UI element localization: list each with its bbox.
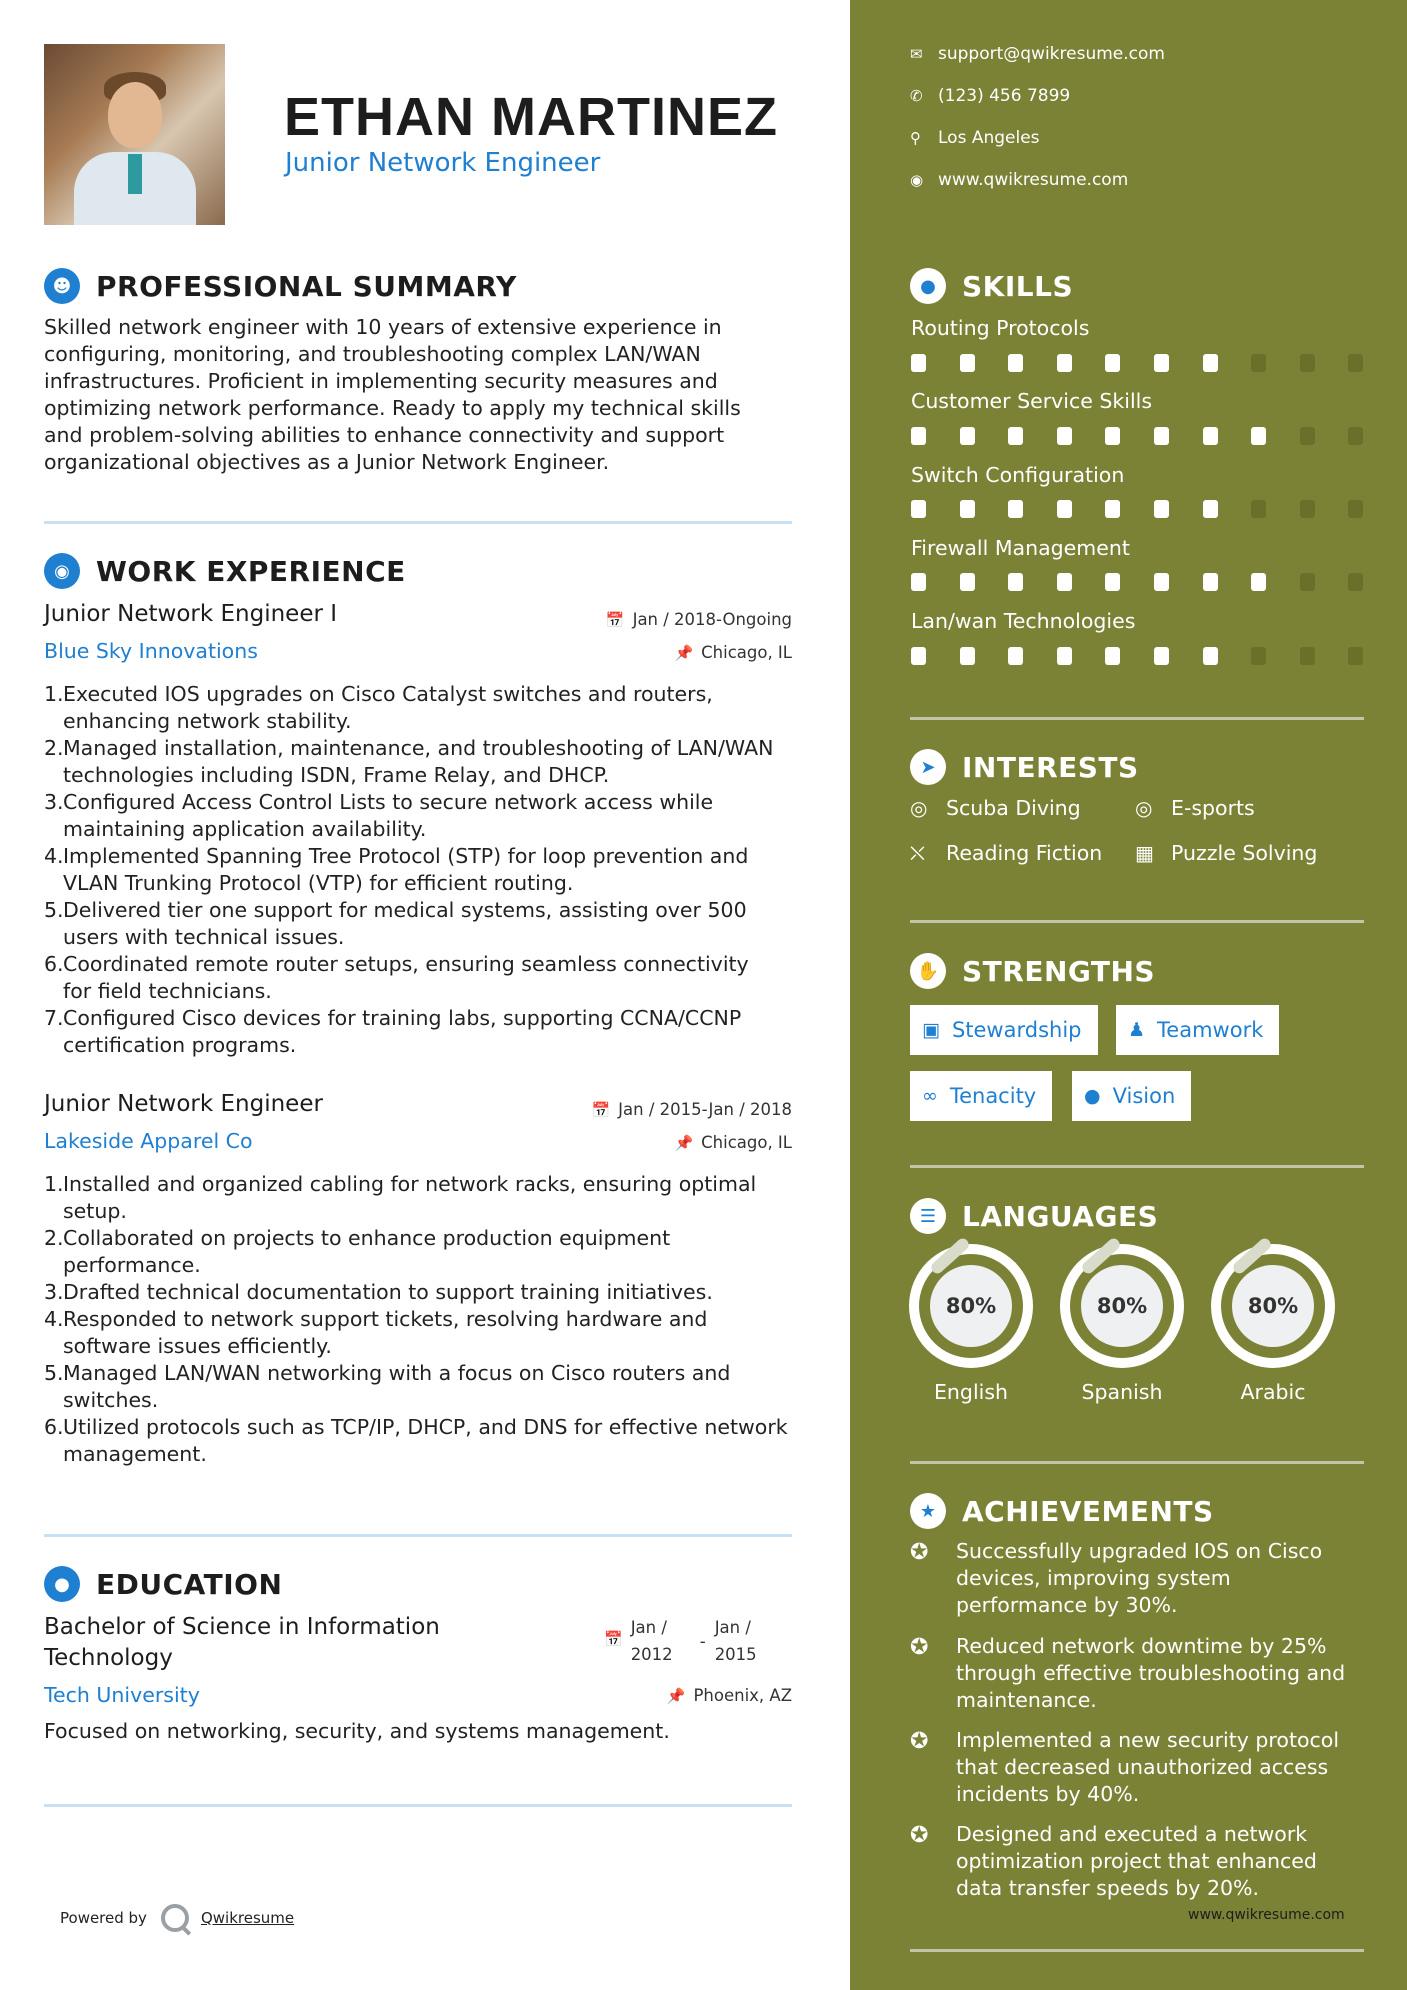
list-item: 4. Responded to network support tickets, resolving hardware and <box>44 1307 708 1331</box>
phone-icon: ✆ <box>910 87 923 105</box>
list-item: certification programs. <box>63 1033 297 1057</box>
skill-dot-filled <box>911 427 926 445</box>
list-item: 5. Managed LAN/WAN networking with a focus on Cisco routers and <box>44 1361 731 1385</box>
skill-name: Firewall Management <box>911 536 1130 560</box>
section-divider <box>910 1165 1364 1168</box>
calendar-icon: 📅 <box>604 1630 623 1648</box>
list-item: users with technical issues. <box>63 925 345 949</box>
skill-name: Routing Protocols <box>911 316 1090 340</box>
list-item: 2. Managed installation, maintenance, and troubleshooting of LAN/WAN <box>44 736 774 760</box>
skill-dot-filled <box>1008 427 1023 445</box>
skill-dot-filled <box>1008 500 1023 518</box>
skill-dot-filled <box>960 354 975 372</box>
skill-dot-filled <box>1154 573 1169 591</box>
degree-line: Technology <box>44 1645 173 1671</box>
shooting-star-icon: ✪ <box>910 1540 929 1565</box>
skill-rating <box>911 500 1397 518</box>
list-item: setup. <box>63 1199 127 1223</box>
job-title: Junior Network Engineer <box>44 1091 323 1117</box>
job-location <box>674 1133 792 1152</box>
list-item: 3. Configured Access Control Lists to secure network access while <box>44 790 714 814</box>
skill-dot-filled <box>960 573 975 591</box>
language-item <box>1211 1244 1335 1404</box>
interest-item: ▦ Puzzle Solving <box>1135 841 1318 865</box>
languages-title: LANGUAGES <box>962 1199 1159 1233</box>
education-dates <box>604 1614 775 1668</box>
powered-by <box>60 1904 294 1932</box>
section-divider <box>910 920 1364 923</box>
graduation-icon: ● <box>44 1566 80 1602</box>
language-ring <box>1060 1244 1184 1368</box>
envelope-icon: ✉ <box>910 45 923 63</box>
summary-line: configuring, monitoring, and troubleshooting complex LAN/WAN <box>44 342 701 366</box>
user-icon: ☻ <box>44 268 80 304</box>
summary-line: and problem-solving abilities to enhance connectivity and support <box>44 423 725 447</box>
pin-icon: 📌 <box>674 643 694 662</box>
language-percent: 80% <box>930 1265 1012 1347</box>
skills-title: SKILLS <box>962 269 1074 303</box>
summary-heading <box>44 268 517 304</box>
skill-dot-filled <box>911 500 926 518</box>
list-item: 2. Collaborated on projects to enhance production equipment <box>44 1226 671 1250</box>
skill-dot-filled <box>1154 500 1169 518</box>
job-location-text: Chicago, IL <box>701 643 792 662</box>
summary-text <box>44 314 794 476</box>
achievements-title: ACHIEVEMENTS <box>962 1494 1214 1528</box>
list-item: 3. Drafted technical documentation to support training initiatives. <box>44 1280 713 1304</box>
skill-dot-empty <box>1251 647 1266 665</box>
lightbulb-icon: ● <box>910 268 946 304</box>
skill-dot-filled <box>1008 573 1023 591</box>
language-percent: 80% <box>1081 1265 1163 1347</box>
paper-plane-icon: ➤ <box>910 749 946 785</box>
interest-item: ⛌ Reading Fiction <box>910 841 1103 865</box>
candidate-role: Junior Network Engineer <box>285 148 601 178</box>
sidebar-footer-url[interactable]: www.qwikresume.com <box>1188 1907 1345 1923</box>
interests-heading <box>910 749 1139 785</box>
section-divider <box>44 1534 792 1537</box>
qwikresume-logo-icon <box>161 1904 189 1932</box>
section-divider <box>44 521 792 524</box>
education-title: EDUCATION <box>96 1567 283 1601</box>
skill-dot-filled <box>911 573 926 591</box>
profile-photo <box>44 44 225 225</box>
skill-rating <box>911 573 1397 591</box>
skill-dot-empty <box>1348 500 1363 518</box>
skill-name: Lan/wan Technologies <box>911 609 1136 633</box>
powered-by-label: Powered by <box>60 1909 147 1927</box>
star-icon: ★ <box>910 1493 946 1529</box>
skill-dot-filled <box>1105 647 1120 665</box>
strength-badge: ● Vision <box>1072 1071 1191 1121</box>
job-dates <box>591 1100 792 1119</box>
lifebuoy-icon: ◎ <box>910 796 928 820</box>
skill-dot-empty <box>1251 500 1266 518</box>
summary-line: Skilled network engineer with 10 years of extensive experience in <box>44 315 722 339</box>
job-dates <box>606 610 792 629</box>
strengths-title: STRENGTHS <box>962 954 1156 988</box>
interest-item: ◎ Scuba Diving <box>910 796 1081 820</box>
summary-line: organizational objectives as a Junior Network Engineer. <box>44 450 610 474</box>
photo-head <box>108 82 162 148</box>
summary-line: infrastructures. Proficient in implementing security measures and <box>44 369 718 393</box>
job-location-text: Chicago, IL <box>701 1133 792 1152</box>
school-name: Tech University <box>44 1683 200 1707</box>
achievements-heading <box>910 1493 1214 1529</box>
skill-dot-filled <box>1203 354 1218 372</box>
skill-dot-filled <box>1057 500 1072 518</box>
skill-rating <box>911 427 1397 445</box>
link-icon: ∞ <box>922 1085 938 1107</box>
education-heading <box>44 1566 282 1602</box>
skill-name: Customer Service Skills <box>911 389 1153 413</box>
briefcase-icon: ▣ <box>922 1019 940 1041</box>
list-item: VLAN Trunking Protocol (VTP) for efficient routing. <box>63 871 574 895</box>
skill-dot-filled <box>1251 427 1266 445</box>
degree-line: Bachelor of Science in Information <box>44 1614 440 1640</box>
skill-dot-empty <box>1251 354 1266 372</box>
job-location <box>674 643 792 662</box>
job-title: Junior Network Engineer I <box>44 601 338 627</box>
qwikresume-link[interactable]: Qwikresume <box>200 1909 295 1927</box>
section-divider <box>44 1804 792 1807</box>
skill-dot-filled <box>1057 427 1072 445</box>
list-item: 7. Configured Cisco devices for training labs, supporting CCNA/CCNP <box>44 1006 742 1030</box>
strength-badge: ♟ Teamwork <box>1116 1005 1279 1055</box>
interest-item: ◎ E-sports <box>1135 796 1255 820</box>
skill-name: Switch Configuration <box>911 463 1125 487</box>
skill-dot-filled <box>960 647 975 665</box>
strengths-heading <box>910 953 1155 989</box>
list-item: switches. <box>63 1388 159 1412</box>
list-item: enhancing network stability. <box>63 709 352 733</box>
gamepad-icon: ⛌ <box>910 841 925 865</box>
skill-dot-filled <box>1057 354 1072 372</box>
job-duties <box>44 681 794 1059</box>
globe-icon: ◉ <box>910 171 924 189</box>
job-company: Lakeside Apparel Co <box>44 1129 253 1153</box>
language-percent: 80% <box>1232 1265 1314 1347</box>
skill-dot-filled <box>911 647 926 665</box>
education-description: Focused on networking, security, and systems management. <box>44 1719 670 1743</box>
skill-rating <box>911 647 1397 665</box>
summary-title: PROFESSIONAL SUMMARY <box>96 269 517 303</box>
skill-dot-filled <box>1154 427 1169 445</box>
list-item: 1. Executed IOS upgrades on Cisco Catalyst switches and routers, <box>44 682 713 706</box>
briefcase-icon: ◉ <box>44 553 80 589</box>
job-company: Blue Sky Innovations <box>44 639 258 663</box>
language-ring <box>1211 1244 1335 1368</box>
degree-title <box>44 1612 504 1674</box>
achievement-item: ✪ Successfully upgraded IOS on Cisco devices, improving system performance by 30%. <box>910 1539 1323 1617</box>
contact-email[interactable]: ✉ support@qwikresume.com <box>910 44 1165 64</box>
skill-dot-filled <box>1057 573 1072 591</box>
fist-icon: ✋ <box>910 953 946 989</box>
skill-dot-filled <box>1057 647 1072 665</box>
languages-heading <box>910 1198 1158 1234</box>
section-divider <box>910 1461 1364 1464</box>
language-name: Arabic <box>1240 1380 1306 1404</box>
skill-dot-filled <box>1105 500 1120 518</box>
lifebuoy-icon: ◎ <box>1135 796 1153 820</box>
skill-dot-empty <box>1300 427 1315 445</box>
photo-tie <box>128 154 142 194</box>
job-dates-text: Jan / 2015-Jan / 2018 <box>618 1100 792 1119</box>
summary-line: optimizing network performance. Ready to apply my technical skills <box>44 396 741 420</box>
contact-location: ⚲ Los Angeles <box>910 128 1040 148</box>
achievement-item: ✪ Reduced network downtime by 25% through effective troubleshooting and maintenance. <box>910 1634 1346 1712</box>
skill-dot-filled <box>1008 647 1023 665</box>
skill-dot-filled <box>1203 647 1218 665</box>
date-separator: - <box>699 1632 706 1651</box>
achievement-item: ✪ Implemented a new security protocol that decreased unauthorized access incidents by 40%. <box>910 1728 1340 1806</box>
section-divider <box>910 717 1364 720</box>
skill-dot-empty <box>1300 573 1315 591</box>
skills-heading <box>910 268 1073 304</box>
skill-dot-empty <box>1300 647 1315 665</box>
list-item: software issues efficiently. <box>63 1334 332 1358</box>
job-duties <box>44 1171 794 1468</box>
skill-dot-filled <box>1251 573 1266 591</box>
language-icon: ☰ <box>910 1198 946 1234</box>
candidate-name: ETHAN MARTINEZ <box>284 87 778 147</box>
map-marker-icon: ⚲ <box>910 129 921 147</box>
language-ring <box>909 1244 1033 1368</box>
language-name: English <box>933 1380 1009 1404</box>
sidebar <box>850 0 1407 1990</box>
skill-dot-filled <box>1105 427 1120 445</box>
skill-rating <box>911 354 1397 372</box>
contact-website[interactable]: ◉ www.qwikresume.com <box>910 170 1129 190</box>
list-item: management. <box>63 1442 207 1466</box>
skill-dot-empty <box>1348 354 1363 372</box>
language-item <box>909 1244 1033 1404</box>
pin-icon: 📌 <box>666 1686 686 1705</box>
pin-icon: 📌 <box>674 1133 694 1152</box>
interests-title: INTERESTS <box>962 750 1139 784</box>
strength-badge: ∞ Tenacity <box>910 1071 1052 1121</box>
skill-dot-filled <box>1203 427 1218 445</box>
shooting-star-icon: ✪ <box>910 1635 929 1660</box>
users-icon: ♟ <box>1128 1019 1146 1041</box>
start-date: Jan / 2012 <box>630 1618 673 1664</box>
list-item: for field technicians. <box>63 979 272 1003</box>
skill-dot-filled <box>1105 354 1120 372</box>
list-item: 4. Implemented Spanning Tree Protocol (STP) for loop prevention and <box>44 844 749 868</box>
school-location-text: Phoenix, AZ <box>693 1686 792 1705</box>
strength-badge: ▣ Stewardship <box>910 1005 1098 1055</box>
achievement-item: ✪ Designed and executed a network optimization project that enhanced data transfer speeds by 20%. <box>910 1822 1317 1900</box>
skill-dot-filled <box>960 500 975 518</box>
calendar-icon: 📅 <box>605 610 625 629</box>
list-item: technologies including ISDN, Frame Relay, and DHCP. <box>63 763 610 787</box>
skill-dot-empty <box>1300 500 1315 518</box>
list-item: maintaining application availability. <box>63 817 427 841</box>
list-item: 1. Installed and organized cabling for network racks, ensuring optimal <box>44 1172 757 1196</box>
skill-dot-filled <box>1154 647 1169 665</box>
contact-phone[interactable]: ✆ (123) 456 7899 <box>910 86 1071 106</box>
skill-dot-empty <box>1348 573 1363 591</box>
list-item: 6. Utilized protocols such as TCP/IP, DHCP, and DNS for effective network <box>44 1415 788 1439</box>
language-name: Spanish <box>1081 1380 1163 1404</box>
calendar-icon: 📅 <box>591 1100 611 1119</box>
skill-dot-empty <box>1348 427 1363 445</box>
shooting-star-icon: ✪ <box>910 1729 929 1754</box>
skill-dot-filled <box>1008 354 1023 372</box>
experience-title: WORK EXPERIENCE <box>96 554 406 588</box>
language-item <box>1060 1244 1184 1404</box>
skill-dot-filled <box>1203 573 1218 591</box>
experience-heading <box>44 553 406 589</box>
skill-dot-filled <box>960 427 975 445</box>
section-divider <box>910 1949 1364 1952</box>
skill-dot-filled <box>911 354 926 372</box>
shooting-star-icon: ✪ <box>910 1823 929 1848</box>
skill-dot-empty <box>1300 354 1315 372</box>
book-icon: ▦ <box>1135 841 1154 865</box>
end-date: Jan / 2015 <box>714 1618 757 1664</box>
skill-dot-filled <box>1105 573 1120 591</box>
skill-dot-filled <box>1203 500 1218 518</box>
list-item: 5. Delivered tier one support for medical systems, assisting over 500 <box>44 898 747 922</box>
list-item: performance. <box>63 1253 201 1277</box>
school-location <box>667 1686 792 1705</box>
binoculars-icon: ● <box>1084 1085 1101 1107</box>
skill-dot-filled <box>1154 354 1169 372</box>
list-item: 6. Coordinated remote router setups, ensuring seamless connectivity <box>44 952 749 976</box>
skill-dot-empty <box>1348 647 1363 665</box>
job-dates-text: Jan / 2018-Ongoing <box>632 610 792 629</box>
